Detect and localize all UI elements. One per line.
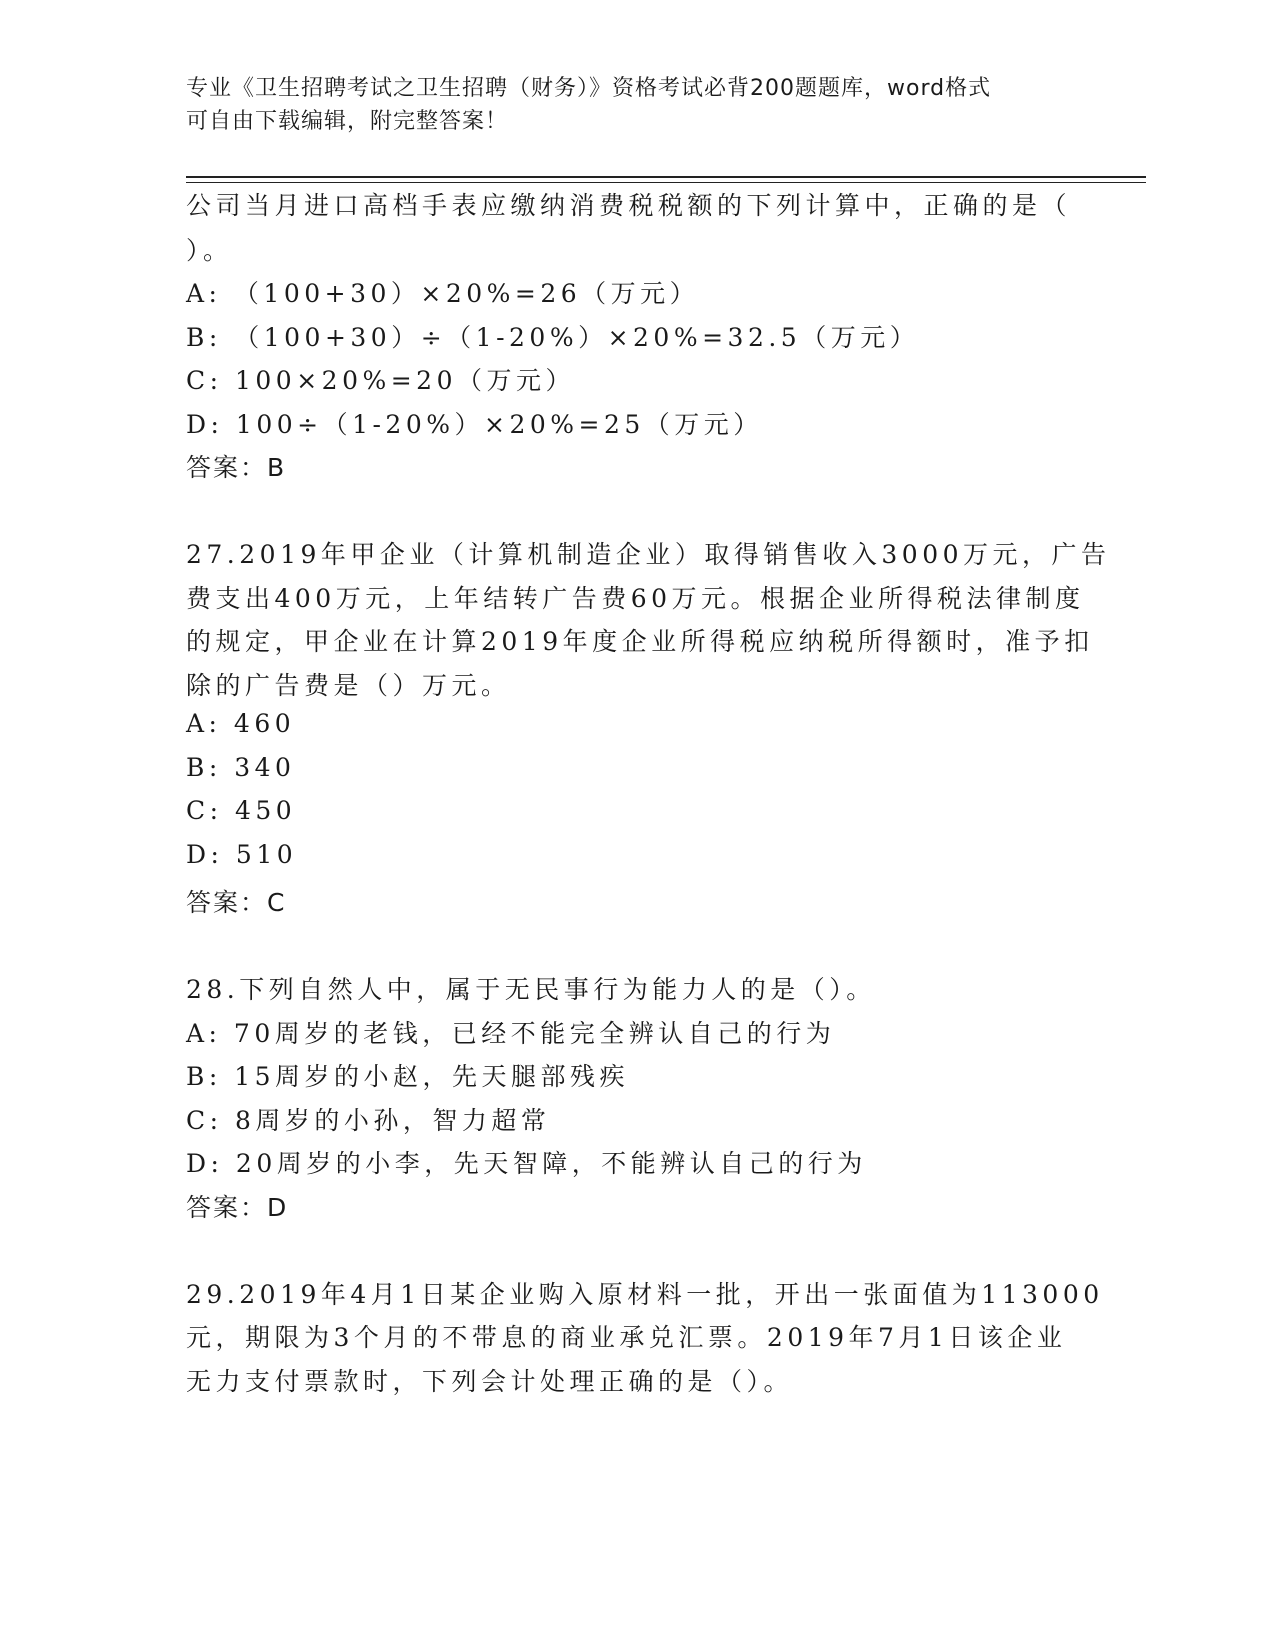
q27-answer: 答案：C — [186, 888, 287, 917]
q28-option-a: A: 70周岁的老钱，已经不能完全辨认自己的行为 — [186, 1019, 836, 1048]
header-line-1: 专业《卫生招聘考试之卫生招聘（财务）》资格考试必背200题题库，word格式 — [186, 76, 992, 101]
q28-option-d: D: 20周岁的小李，先天智障，不能辨认自己的行为 — [186, 1149, 867, 1178]
q26-option-d: D: 100÷（1-20%）×20%=25（万元） — [186, 410, 763, 439]
q28-answer: 答案：D — [186, 1193, 289, 1222]
q27-stem-line-2: 费支出400万元，上年结转广告费60万元。根据企业所得税法律制度 — [186, 584, 1085, 613]
q26-option-b: B: （100+30）÷（1-20%）×20%=32.5（万元） — [186, 323, 920, 352]
header-line-2: 可自由下载编辑，附完整答案！ — [186, 109, 509, 134]
header-divider-thin — [186, 182, 1146, 183]
q28-option-b: B: 15周岁的小赵，先天腿部残疾 — [186, 1062, 630, 1091]
q27-option-a: A: 460 — [186, 709, 296, 738]
q27-stem-line-1: 27.2019年甲企业（计算机制造企业）取得销售收入3000万元，广告 — [186, 540, 1111, 569]
q27-stem-line-4: 除的广告费是（）万元。 — [186, 671, 511, 700]
q26-answer: 答案：B — [186, 453, 287, 482]
q26-option-a: A: （100+30）×20%=26（万元） — [186, 279, 700, 308]
q27-option-c: C: 450 — [186, 796, 297, 825]
document-header — [186, 72, 1066, 138]
q29-stem-line-1: 29.2019年4月1日某企业购入原材料一批，开出一张面值为113000 — [186, 1280, 1104, 1309]
q26-stem-line-1: 公司当月进口高档手表应缴纳消费税税额的下列计算中，正确的是（ — [186, 191, 1072, 220]
q28-option-c: C: 8周岁的小孙，智力超常 — [186, 1106, 551, 1135]
q27-stem-line-3: 的规定，甲企业在计算2019年度企业所得税应纳税所得额时，准予扣 — [186, 627, 1094, 656]
q29-stem-line-2: 元，期限为3个月的不带息的商业承兑汇票。2019年7月1日该企业 — [186, 1323, 1067, 1352]
q27-option-d: D: 510 — [186, 840, 298, 869]
q28-stem-line-1: 28.下列自然人中，属于无民事行为能力人的是（）。 — [186, 975, 876, 1004]
header-divider — [186, 176, 1146, 178]
q27-option-b: B: 340 — [186, 753, 296, 782]
q26-stem-line-2: ）。 — [186, 236, 233, 265]
q26-option-c: C: 100×20%=20（万元） — [186, 366, 575, 395]
q29-stem-line-3: 无力支付票款时，下列会计处理正确的是（）。 — [186, 1367, 794, 1396]
